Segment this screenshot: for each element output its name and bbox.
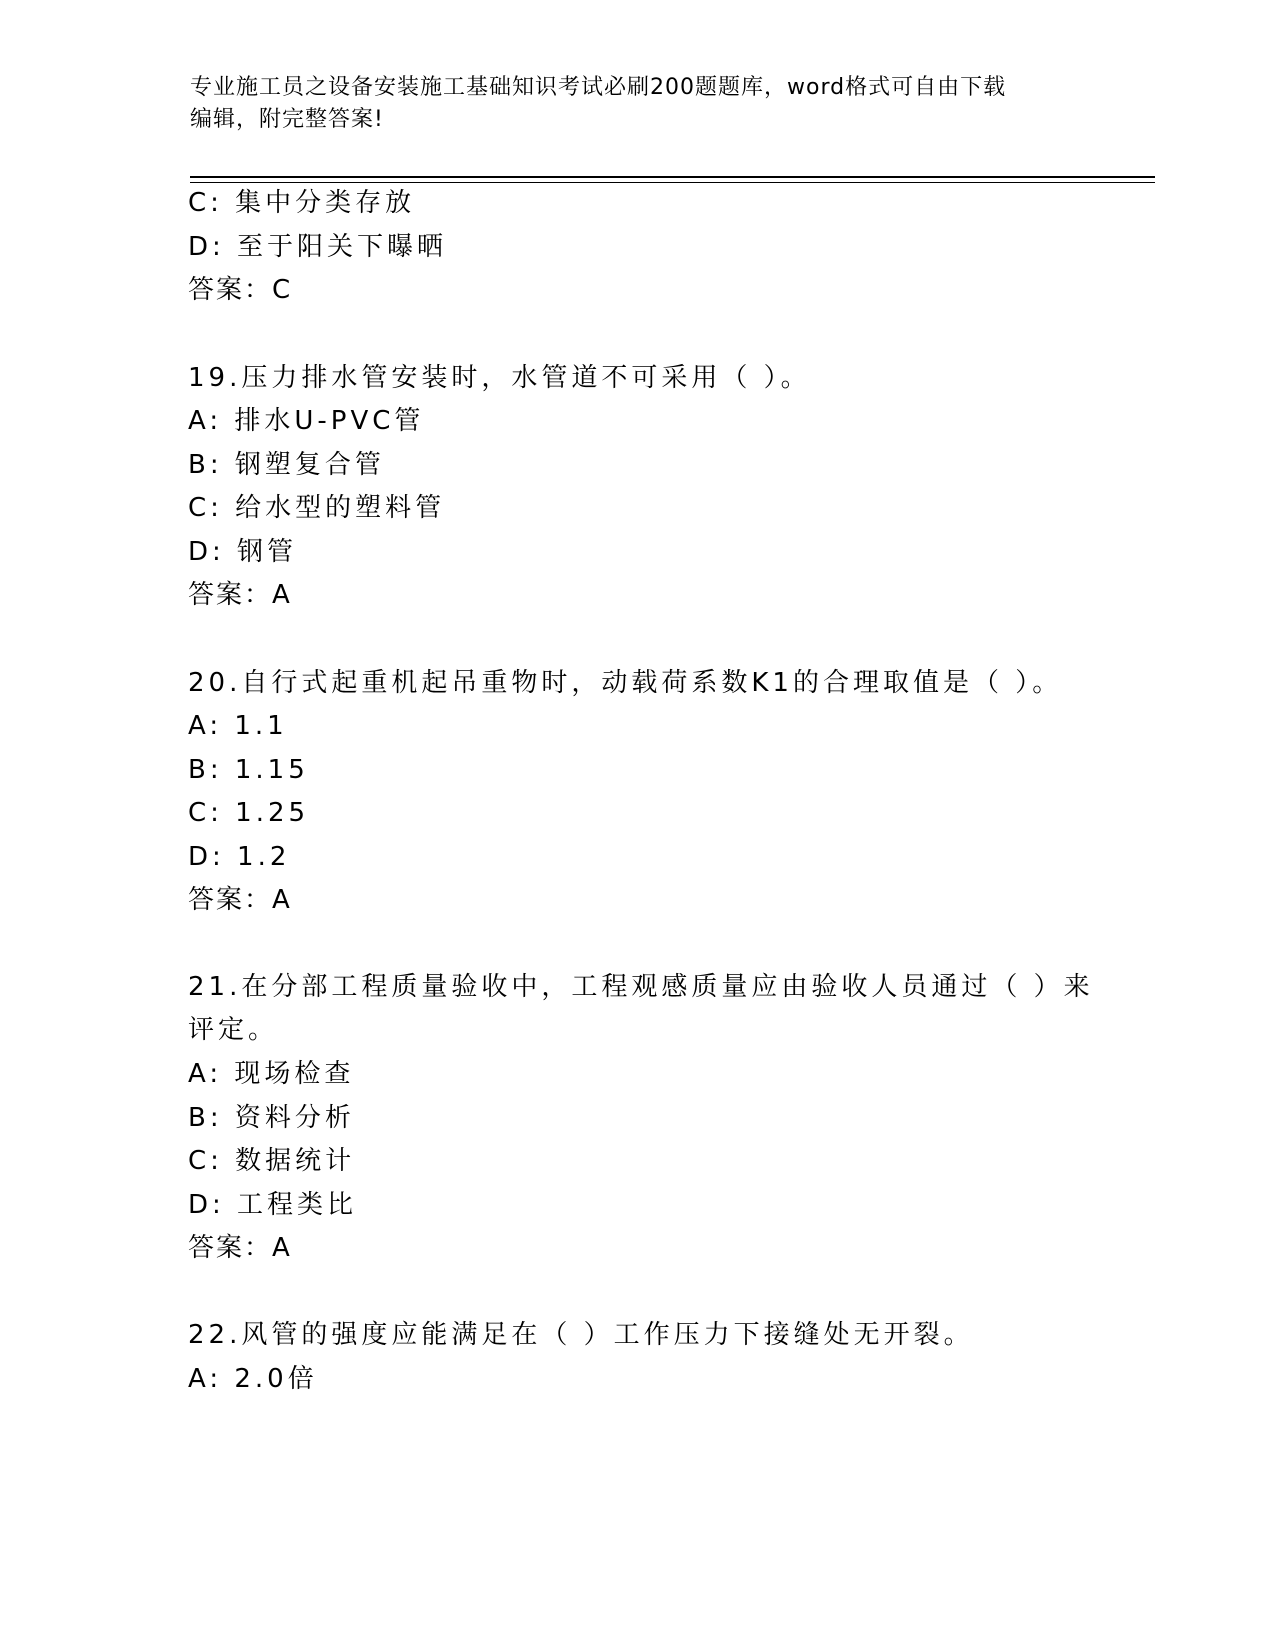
q20-option-a: A: 1.1 bbox=[188, 711, 288, 741]
q21-stem: 21.在分部工程质量验收中，工程观感质量应由验收人员通过（ ）来 bbox=[188, 972, 1094, 1002]
q22-option-a: A: 2.0倍 bbox=[188, 1364, 318, 1394]
q19-answer: 答案：A bbox=[188, 580, 292, 610]
q19-option-a: A: 排水U-PVC管 bbox=[188, 406, 425, 436]
q20-option-b: B: 1.15 bbox=[188, 755, 309, 785]
q20-stem: 20.自行式起重机起吊重物时，动载荷系数K1的合理取值是（ ）。 bbox=[188, 668, 1063, 698]
q18-answer: 答案：C bbox=[188, 275, 293, 305]
document-header bbox=[190, 72, 1110, 136]
q20-answer: 答案：A bbox=[188, 885, 292, 915]
q21-option-a: A: 现场检查 bbox=[188, 1059, 355, 1089]
header-divider-thin bbox=[190, 182, 1155, 183]
q21-option-d: D: 工程类比 bbox=[188, 1190, 358, 1220]
q19-option-c: C: 给水型的塑料管 bbox=[188, 493, 446, 523]
header-line-2: 编辑，附完整答案! bbox=[190, 107, 384, 132]
q18-option-c: C: 集中分类存放 bbox=[188, 188, 416, 218]
q20-option-d: D: 1.2 bbox=[188, 842, 291, 872]
q20-option-c: C: 1.25 bbox=[188, 798, 310, 828]
q21-option-b: B: 资料分析 bbox=[188, 1103, 355, 1133]
q22-stem: 22.风管的强度应能满足在（ ）工作压力下接缝处无开裂。 bbox=[188, 1320, 974, 1350]
q21-stem-continued: 评定。 bbox=[188, 1015, 279, 1045]
q18-option-d: D: 至于阳关下曝晒 bbox=[188, 232, 448, 262]
header-line-1: 专业施工员之设备安装施工基础知识考试必刷200题题库，word格式可自由下载 bbox=[190, 75, 1007, 100]
q19-option-b: B: 钢塑复合管 bbox=[188, 450, 385, 480]
q21-answer: 答案：A bbox=[188, 1233, 292, 1263]
q21-option-c: C: 数据统计 bbox=[188, 1146, 356, 1176]
header-divider-thick bbox=[190, 176, 1155, 178]
q19-option-d: D: 钢管 bbox=[188, 537, 298, 567]
q19-stem: 19.压力排水管安装时，水管道不可采用（ ）。 bbox=[188, 363, 811, 393]
